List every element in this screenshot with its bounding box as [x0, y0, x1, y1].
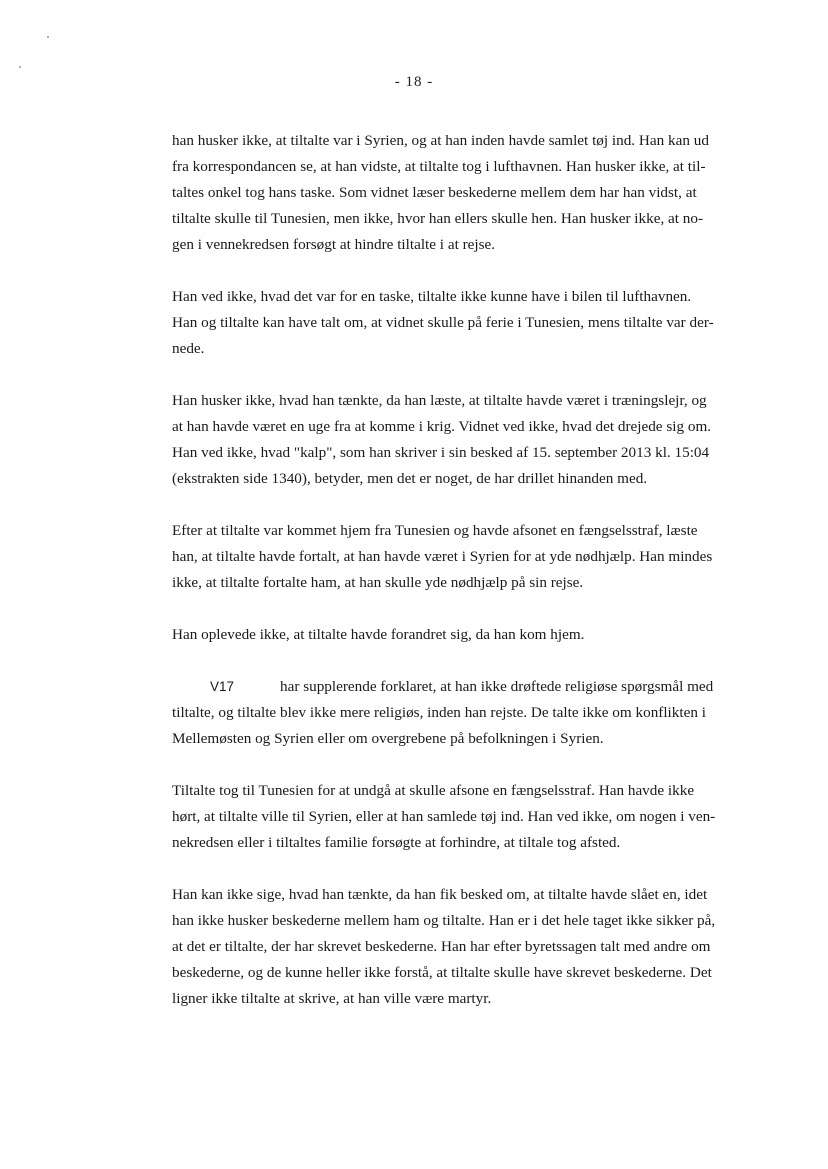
statement-paragraph: [172, 128, 750, 258]
text-line: [172, 388, 750, 414]
line-text: tiltalte, og tiltalte blev ikke mere religiøs, inden han rejste. De talte ikke om konflikten i: [172, 704, 706, 721]
line-text: han ikke husker beskederne mellem ham og tiltalte. Han er i det hele taget ikke sikker på,: [172, 912, 716, 929]
line-text: fra korrespondancen se, at han vidste, at tiltalte tog i lufthavnen. Han husker ikke, at til-: [172, 158, 706, 175]
line-text: Han kan ikke sige, hvad han tænkte, da han fik besked om, at tiltalte havde slået en, idet: [172, 886, 708, 903]
text-line: [172, 908, 750, 934]
line-text: at det er tiltalte, der har skrevet beskederne. Han har efter byretssagen talt med andre om: [172, 938, 711, 955]
statement-paragraph: [172, 388, 750, 492]
line-text: Han ved ikke, hvad "kalp", som han skriver i sin besked af 15. september 2013 kl. 15:04: [172, 444, 710, 461]
line-text: tiltalte skulle til Tunesien, men ikke, hvor han ellers skulle hen. Han husker ikke, at no-: [172, 210, 704, 227]
line-text: at han havde været en uge fra at komme i krig. Vidnet ved ikke, hvad det drejede sig om.: [172, 418, 712, 435]
text-line: [172, 440, 750, 466]
text-line: [172, 570, 750, 596]
statement-paragraph: [172, 622, 750, 648]
text-line: [172, 830, 750, 856]
text-line: [172, 986, 750, 1012]
line-text: ligner ikke tiltalte at skrive, at han ville være martyr.: [172, 990, 492, 1007]
text-line: [172, 882, 750, 908]
line-text: Han oplevede ikke, at tiltalte havde forandret sig, da han kom hjem.: [172, 626, 585, 643]
text-line: [172, 544, 750, 570]
line-text: gen i vennekredsen forsøgt at hindre tiltalte i at rejse.: [172, 236, 496, 253]
text-line: [172, 960, 750, 986]
line-text: Han ved ikke, hvad det var for en taske, tiltalte ikke kunne have i bilen til lufthavnen.: [172, 288, 692, 305]
line-text: taltes onkel tog hans taske. Som vidnet læser beskederne mellem dem har han vidst, at: [172, 184, 697, 201]
text-line: [172, 518, 750, 544]
page-number: - 18 -: [394, 74, 434, 90]
line-text: han husker ikke, at tiltalte var i Syrien, og at han inden havde samlet tøj ind. Han kan ud: [172, 132, 709, 149]
line-text: Mellemøsten og Syrien eller om overgrebene på befolkningen i Syrien.: [172, 730, 604, 747]
text-line: [172, 154, 750, 180]
witness-code: V17: [210, 679, 235, 694]
text-line: [172, 934, 750, 960]
statement-paragraph: [172, 882, 750, 1012]
line-text: hørt, at tiltalte ville til Syrien, eller at han samlede tøj ind. Han ved ikke, om nogen i ven-: [172, 808, 716, 825]
text-line: [172, 726, 750, 752]
statement-paragraph: [172, 778, 750, 856]
line-text: nekredsen eller i tiltaltes familie forsøgte at forhindre, at tiltale tog afsted.: [172, 834, 621, 851]
text-line: [172, 128, 750, 154]
text-line: [172, 700, 750, 726]
document-body: [172, 128, 750, 1012]
text-line: [172, 466, 750, 492]
line-text: nede.: [172, 340, 205, 357]
text-line: [172, 206, 750, 232]
line-text: Tiltalte tog til Tunesien for at undgå at skulle afsone en fængselsstraf. Han havde ikke: [172, 782, 695, 799]
text-line: [172, 674, 750, 700]
line-text: Efter at tiltalte var kommet hjem fra Tunesien og havde afsonet en fængselsstraf, læste: [172, 522, 698, 539]
line-text: Han og tiltalte kan have talt om, at vidnet skulle på ferie i Tunesien, mens tiltalte var der-: [172, 314, 714, 331]
text-line: [172, 414, 750, 440]
scan-speck: [47, 36, 49, 38]
scan-speck: [19, 66, 21, 68]
text-line: [172, 804, 750, 830]
statement-paragraph: [172, 284, 750, 362]
line-text: Han husker ikke, hvad han tænkte, da han læste, at tiltalte havde været i træningslejr, og: [172, 392, 707, 409]
line-text: har supplerende forklaret, at han ikke drøftede religiøse spørgsmål med: [280, 678, 714, 695]
text-line: [172, 180, 750, 206]
text-line: [172, 336, 750, 362]
line-text: (ekstrakten side 1340), betyder, men det er noget, de har drillet hinanden med.: [172, 470, 648, 487]
statement-paragraph: [172, 518, 750, 596]
line-text: beskederne, og de kunne heller ikke forstå, at tiltalte skulle have skrevet beskederne. Det: [172, 964, 712, 981]
line-text: ikke, at tiltalte fortalte ham, at han skulle yde nødhjælp på sin rejse.: [172, 574, 584, 591]
text-line: [172, 622, 750, 648]
text-line: [172, 232, 750, 258]
text-line: [172, 778, 750, 804]
text-line: [172, 310, 750, 336]
line-text: han, at tiltalte havde fortalt, at han havde været i Syrien for at yde nødhjælp. Han mindes: [172, 548, 713, 565]
text-line: [172, 284, 750, 310]
witness-statement-paragraph: [172, 674, 750, 752]
